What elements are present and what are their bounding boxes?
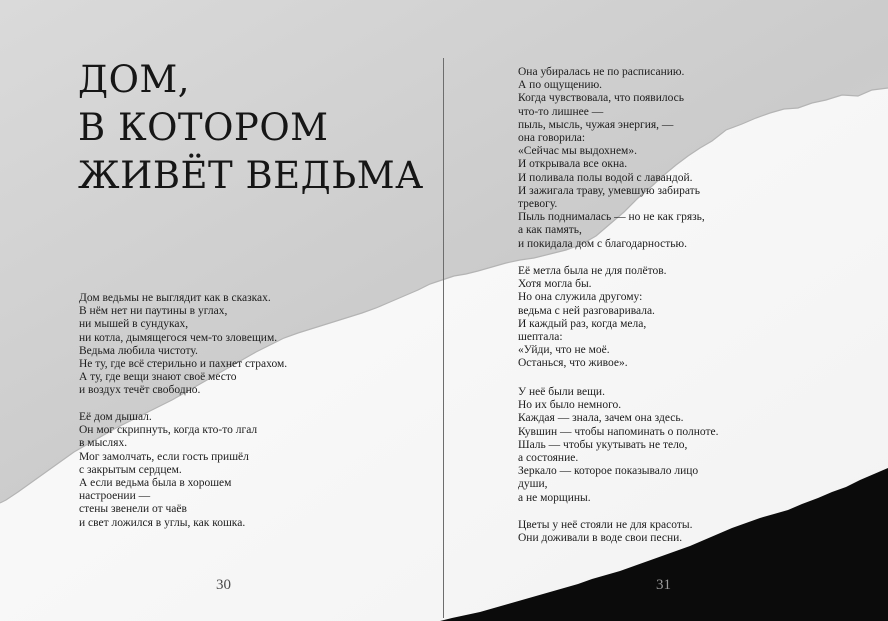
text-line: А если ведьма была в хорошем — [79, 477, 232, 490]
text-line: Они доживали в воде свои песни. — [518, 532, 683, 545]
text-line: тревогу. — [518, 198, 558, 211]
text-line: И зажигала траву, умевшую забирать — [518, 184, 700, 197]
title-line: ДОМ, — [78, 58, 191, 101]
text-line: и свет ложился в углы, как кошка. — [79, 516, 246, 529]
right-stanza-2 — [518, 265, 667, 371]
text-line: В нём нет ни паутины в углах, — [79, 305, 228, 318]
text-line: Дом ведьмы не выглядит как в сказках. — [79, 292, 271, 304]
page-number-right: 31 — [656, 577, 671, 593]
right-stanza-4 — [518, 519, 693, 545]
text-line: Ведьма любила чистоту. — [79, 344, 198, 357]
text-line: что-то лишнее — — [518, 105, 604, 118]
page-title — [78, 56, 424, 200]
text-line: И поливала полы водой с лавандой. — [518, 171, 693, 184]
text-line: в мыслях. — [79, 437, 128, 450]
text-line: Каждая — знала, зачем она здесь. — [518, 412, 684, 425]
text-line: настроении — — [79, 490, 151, 503]
text-line: И каждый раз, когда мела, — [518, 317, 647, 330]
right-stanza-1 — [518, 66, 705, 251]
text-line: а состояние. — [518, 452, 579, 465]
text-line: Она убиралась не по расписанию. — [518, 66, 685, 78]
text-line: Мог замолчать, если гость пришёл — [79, 450, 249, 463]
text-line: пыль, мысль, чужая энергия, — — [518, 118, 674, 131]
title-line: В КОТОРОМ — [78, 106, 329, 149]
right-stanza-3 — [518, 386, 718, 505]
text-line: а как память, — [518, 224, 582, 237]
text-line: ни мышей в сундуках, — [79, 318, 189, 331]
page-number-left: 30 — [216, 577, 231, 593]
left-stanza-2 — [79, 411, 257, 530]
text-line: а не морщины. — [518, 491, 591, 504]
text-line: Хотя могла бы. — [518, 278, 592, 291]
text-line: У неё были вещи. — [518, 386, 605, 398]
text-line: Её метла была не для полётов. — [518, 265, 667, 277]
text-line: Останься, что живое». — [518, 357, 628, 370]
text-line: с закрытым сердцем. — [79, 463, 182, 476]
text-line: она говорила: — [518, 132, 586, 145]
title-line: ЖИВЁТ ВЕДЬМА — [78, 154, 424, 197]
text-line: А по ощущению. — [518, 79, 603, 92]
text-line: Зеркало — которое показывало лицо — [518, 465, 699, 478]
text-line: души, — [518, 478, 548, 491]
text-line: ведьма с ней разговаривала. — [518, 304, 655, 317]
text-line: Пыль поднималась — но не как грязь, — [518, 211, 705, 224]
text-line: И открывала все окна. — [518, 158, 628, 171]
text-line: Но их было немного. — [518, 399, 622, 412]
page-spine — [443, 58, 444, 618]
text-line: Но она служила другому: — [518, 291, 643, 304]
text-line: и покидала дом с благодарностью. — [518, 237, 687, 250]
text-line: шептала: — [518, 331, 563, 344]
text-line: «Сейчас мы выдохнем». — [518, 145, 637, 158]
text-line: Её дом дышал. — [79, 411, 152, 423]
text-line: стены звенели от чаёв — [79, 503, 187, 516]
text-line: ни котла, дымящегося чем-то зловещим. — [79, 331, 278, 344]
text-line: «Уйди, что не моё. — [518, 344, 610, 357]
text-line: А ту, где вещи знают своё место — [79, 371, 237, 384]
text-line: Цветы у неё стояли не для красоты. — [518, 519, 693, 531]
text-line: Кувшин — чтобы напоминать о полноте. — [518, 425, 719, 438]
text-line: Не ту, где всё стерильно и пахнет страхом. — [79, 358, 288, 371]
text-line: и воздух течёт свободно. — [79, 384, 201, 397]
left-stanza-1 — [79, 292, 287, 398]
text-line: Он мог скрипнуть, когда кто-то лгал — [79, 424, 258, 437]
text-line: Шаль — чтобы укутывать не тело, — [518, 438, 688, 451]
text-line: Когда чувствовала, что появилось — [518, 92, 684, 105]
